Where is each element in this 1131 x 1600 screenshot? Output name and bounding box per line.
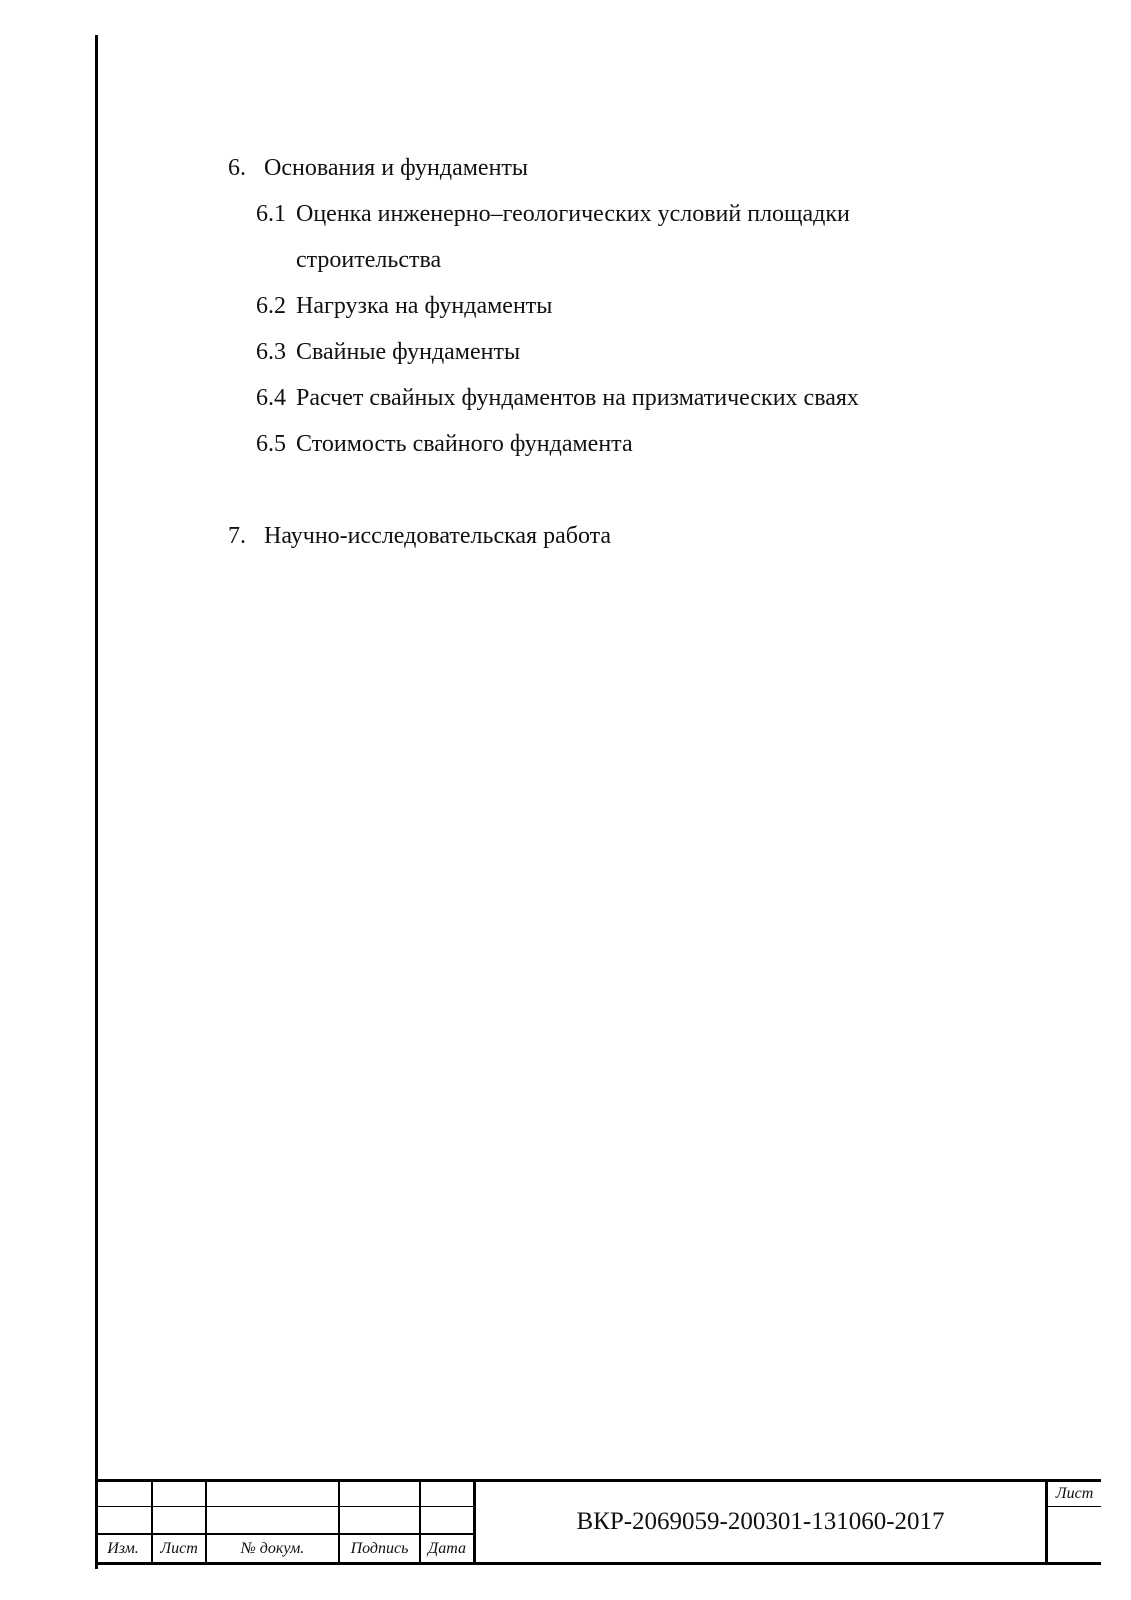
toc-item-6-4 — [256, 383, 859, 413]
toc-item-6-5 — [256, 429, 633, 459]
toc-number: 6.3 — [256, 339, 286, 365]
label-sheet: Лист — [1055, 1485, 1094, 1502]
toc-item-6-2 — [256, 291, 552, 321]
title-block — [95, 1479, 1101, 1565]
label-date: Дата — [428, 1540, 466, 1557]
toc-item-6-3 — [256, 337, 520, 367]
toc-text: Свайные фундаменты — [296, 339, 521, 365]
toc-item-6-1 — [256, 199, 850, 229]
toc-text: Оценка инженерно–геологических условий площадки — [296, 201, 850, 227]
toc-number: 6.1 — [256, 201, 286, 227]
table-of-contents — [0, 0, 1131, 600]
title-block-bottom-border — [95, 1562, 1101, 1565]
toc-number: 7. — [228, 523, 246, 549]
label-doc-number: № докум. — [240, 1540, 305, 1557]
toc-item-6-1-continuation — [296, 245, 441, 275]
sheet-cell-divider — [1047, 1506, 1101, 1507]
toc-text: Научно-исследовательская работа — [264, 523, 612, 549]
label-signature: Подпись — [350, 1540, 409, 1557]
toc-text: Расчет свайных фундаментов на призматических сваях — [296, 385, 859, 411]
toc-number: 6. — [228, 155, 246, 181]
toc-number: 6.4 — [256, 385, 286, 411]
toc-text: Стоимость свайного фундамента — [296, 431, 633, 457]
toc-item-6 — [228, 153, 528, 183]
toc-text: Основания и фундаменты — [264, 155, 529, 181]
title-block-top-border — [95, 1479, 1101, 1482]
label-izm: Изм. — [107, 1540, 139, 1557]
toc-text: строительства — [296, 247, 442, 273]
label-list: Лист — [160, 1540, 198, 1557]
toc-text: Нагрузка на фундаменты — [296, 293, 553, 319]
toc-number: 6.5 — [256, 431, 286, 457]
document-code: ВКР-2069059-200301-131060-2017 — [576, 1508, 945, 1535]
toc-item-7 — [228, 521, 611, 551]
toc-number: 6.2 — [256, 293, 286, 319]
